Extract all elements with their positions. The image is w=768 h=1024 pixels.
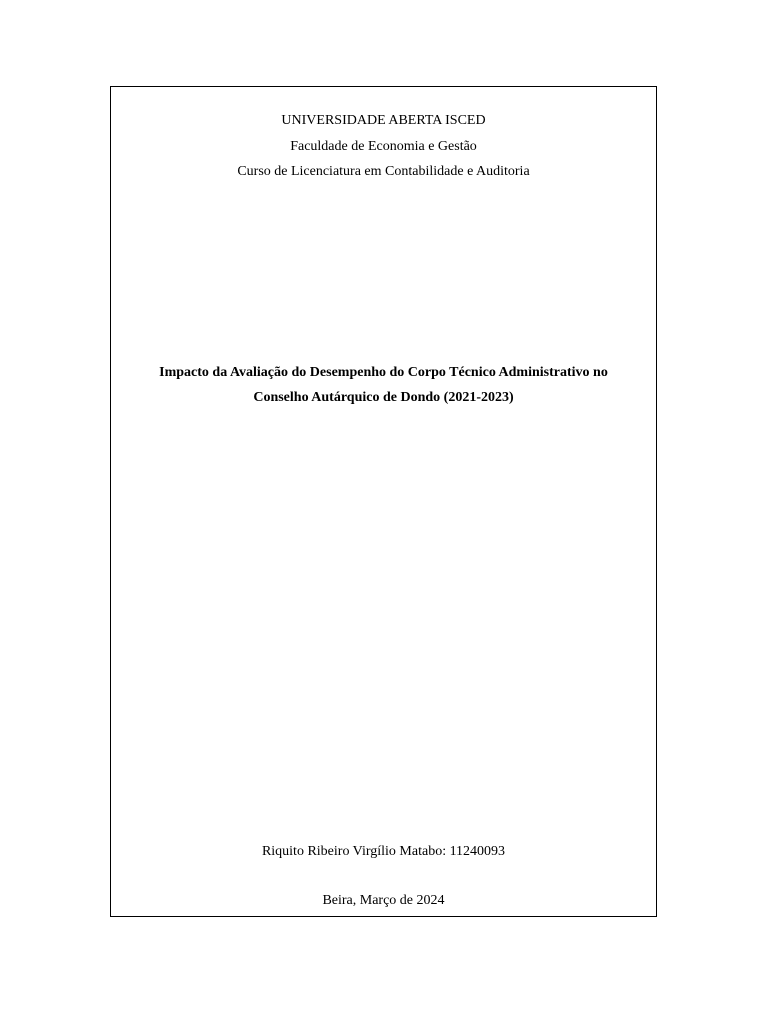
institution-name: UNIVERSIDADE ABERTA ISCED xyxy=(281,113,486,128)
document-title-line-1: Impacto da Avaliação do Desempenho do Corpo Técnico Administrativo no xyxy=(159,365,608,380)
cover-page-frame xyxy=(110,86,657,917)
course-name: Curso de Licenciatura em Contabilidade e Auditoria xyxy=(237,164,530,179)
author-name: Riquito Ribeiro Virgílio Matabo: 11240093 xyxy=(261,844,506,859)
place-date: Beira, Março de 2024 xyxy=(322,893,445,908)
document-title-line-2: Conselho Autárquico de Dondo (2021-2023) xyxy=(253,390,514,405)
faculty-name: Faculdade de Economia e Gestão xyxy=(290,139,477,154)
